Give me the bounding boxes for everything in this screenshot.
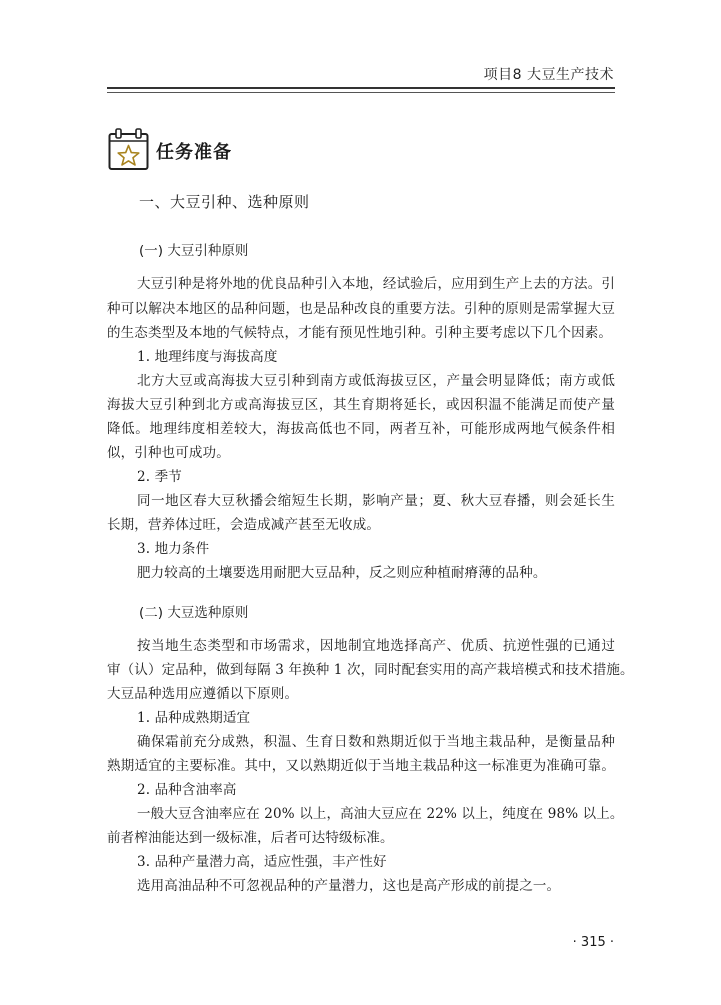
- item-heading: 2. 季节: [137, 469, 182, 485]
- header-rule-thin: [107, 92, 615, 93]
- paragraph-line: 一般大豆含油率应在 20% 以上，高油大豆应在 22% 以上，纯度在 98% 以上。: [137, 806, 624, 822]
- paragraph-line: 按当地生态类型和市场需求，因地制宜地选择高产、优质、抗逆性强的已通过: [137, 638, 615, 654]
- paragraph-line: 大豆引种是将外地的优良品种引入本地，经试验后，应用到生产上去的方法。引: [137, 276, 615, 292]
- header-rule-thick: [107, 87, 615, 89]
- paragraph-line: 海拔大豆引种到北方或高海拔豆区，其生育期将延长，或因积温不能满足而使产量: [107, 397, 615, 413]
- paragraph-line: 审（认）定品种，做到每隔 3 年换种 1 次，同时配套实用的高产栽培模式和技术措施。: [107, 662, 634, 678]
- paragraph-line: 前者榨油能达到一级标准，后者可达特级标准。: [107, 830, 394, 846]
- item-heading: 3. 品种产量潜力高，适应性强，丰产性好: [137, 854, 387, 870]
- running-header: 项目8 大豆生产技术: [483, 67, 614, 83]
- page-number: · 315 ·: [572, 935, 614, 950]
- paragraph-line: 的生态类型及本地的气候特点，才能有预见性地引种。引种主要考虑以下几个因素。: [107, 325, 613, 341]
- paragraph-line: 同一地区春大豆秋播会缩短生长期，影响产量；夏、秋大豆春播，则会延长生: [137, 493, 615, 509]
- paragraph-line: 长期，营养体过旺，会造成减产甚至无收成。: [107, 517, 380, 533]
- paragraph-line: 大豆品种选用应遵循以下原则。: [107, 686, 299, 702]
- paragraph-line: 降低。地理纬度相差较大，海拔高低也不同，两者互补，可能形成两地气候条件相: [107, 421, 615, 437]
- subsection-heading-2: (二) 大豆选种原则: [139, 605, 249, 621]
- calendar-star-icon: [108, 127, 150, 171]
- section-heading: 一、大豆引种、选种原则: [139, 193, 310, 211]
- item-heading: 1. 地理纬度与海拔高度: [137, 349, 278, 365]
- paragraph-line: 确保霜前充分成熟，积温、生育日数和熟期近似于当地主栽品种，是衡量品种: [137, 734, 615, 750]
- task-title: 任务准备: [156, 142, 232, 163]
- paragraph-line: 北方大豆或高海拔大豆引种到南方或低海拔豆区，产量会明显降低；南方或低: [137, 373, 615, 389]
- subsection-heading-1: (一) 大豆引种原则: [139, 243, 249, 259]
- paragraph-line: 选用高油品种不可忽视品种的产量潜力，这也是高产形成的前提之一。: [137, 878, 561, 894]
- item-heading: 1. 品种成熟期适宜: [137, 710, 251, 726]
- paragraph-line: 熟期适宜的主要标准。其中，又以熟期近似于当地主栽品种这一标准更为准确可靠。: [107, 758, 615, 774]
- item-heading: 3. 地力条件: [137, 541, 210, 557]
- paragraph-line: 肥力较高的土壤要选用耐肥大豆品种，反之则应种植耐瘠薄的品种。: [137, 565, 547, 581]
- item-heading: 2. 品种含油率高: [137, 782, 237, 798]
- paragraph-line: 似，引种也可成功。: [107, 445, 230, 461]
- paragraph-line: 种可以解决本地区的品种问题，也是品种改良的重要方法。引种的原则是需掌握大豆: [107, 301, 615, 317]
